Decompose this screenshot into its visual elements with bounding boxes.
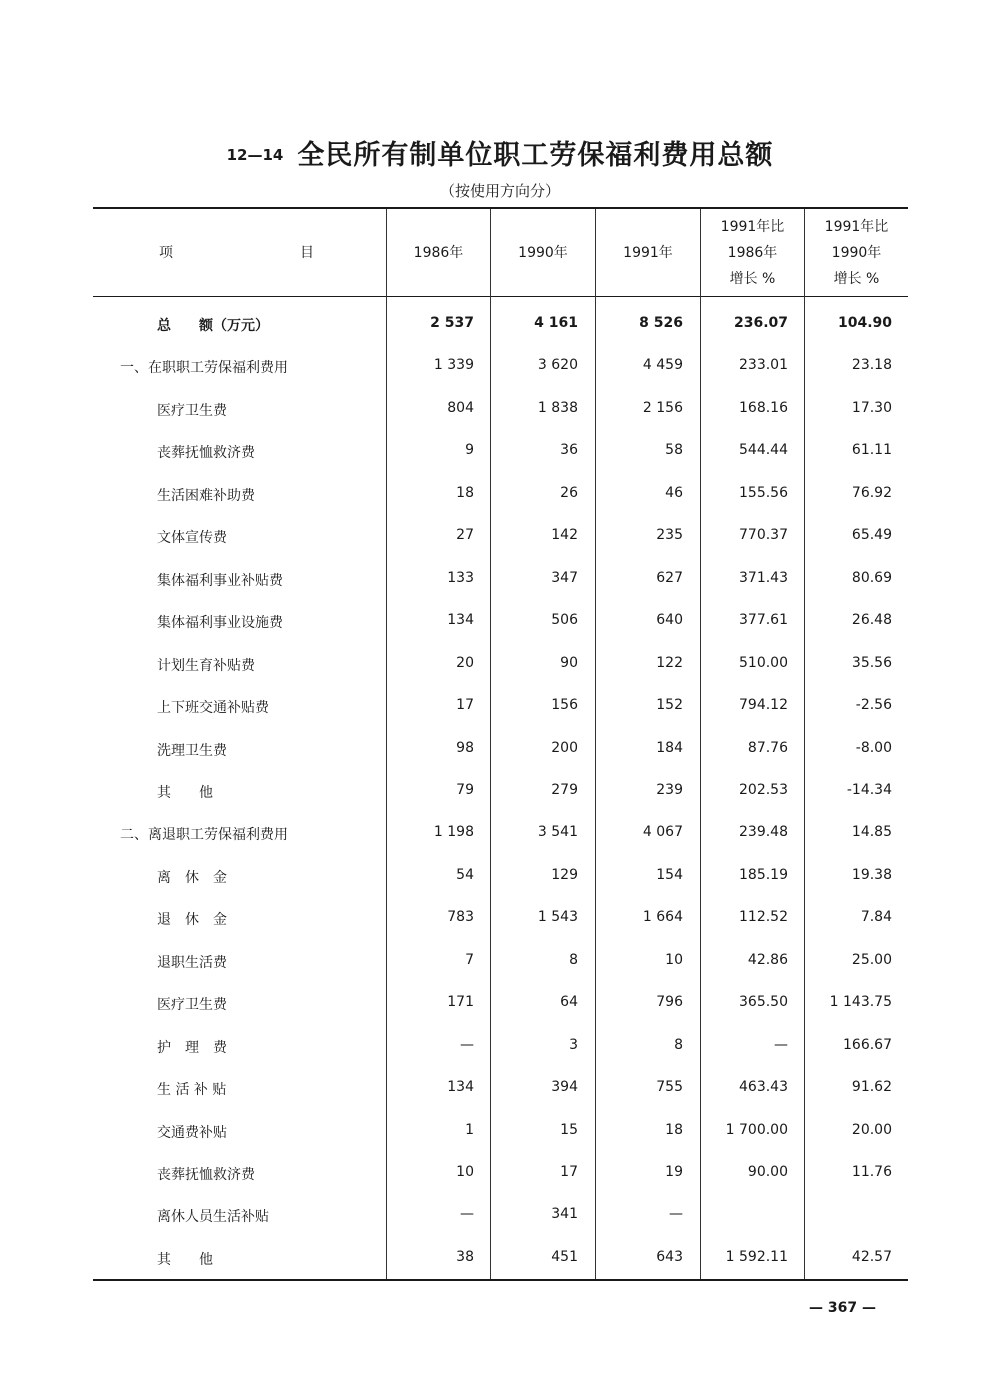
header-growth-line: 增长 % <box>833 271 880 287</box>
row-label: 其 他 <box>157 785 213 801</box>
cell-value: 239.48 <box>739 824 788 840</box>
row-label: 上下班交通补贴费 <box>157 700 269 716</box>
cell-value: 804 <box>447 400 474 416</box>
header-growth-vs-1986 <box>701 212 804 294</box>
cell-value: 3 <box>569 1037 578 1053</box>
table-row <box>93 649 908 679</box>
header-growth-line: 1991年比 <box>824 219 889 235</box>
table-row <box>93 988 908 1018</box>
table-row <box>93 903 908 933</box>
cell-value: 643 <box>656 1249 683 1265</box>
cell-value: 365.50 <box>739 994 788 1010</box>
cell-value: 18 <box>665 1122 683 1138</box>
cell-value: 76.92 <box>851 485 892 501</box>
cell-value: 1 838 <box>537 400 578 416</box>
cell-value: 640 <box>656 612 683 628</box>
row-label: 医疗卫生费 <box>157 997 227 1013</box>
cell-value: 10 <box>665 952 683 968</box>
cell-value: 1 143.75 <box>829 994 892 1010</box>
header-1986: 1986年 <box>413 245 464 261</box>
cell-value: 104.90 <box>837 315 892 331</box>
cell-value: 1 592.11 <box>725 1249 788 1265</box>
cell-value: 770.37 <box>739 527 788 543</box>
cell-value: 377.61 <box>739 612 788 628</box>
cell-value: 152 <box>656 697 683 713</box>
cell-value: 1 664 <box>642 909 683 925</box>
cell-value: 20 <box>456 655 474 671</box>
table-row <box>93 521 908 551</box>
cell-value: 154 <box>656 867 683 883</box>
cell-value: 122 <box>656 655 683 671</box>
table-row <box>93 351 908 381</box>
table-row <box>93 861 908 891</box>
cell-value: -2.56 <box>855 697 892 713</box>
top-rule <box>93 207 908 209</box>
table-row <box>93 309 908 339</box>
cell-value: 7.84 <box>860 909 892 925</box>
row-label: 交通费补贴 <box>157 1125 227 1141</box>
cell-value: 168.16 <box>739 400 788 416</box>
cell-value: 4 067 <box>642 824 683 840</box>
cell-value: 796 <box>656 994 683 1010</box>
cell-value: 134 <box>447 612 474 628</box>
cell-value: 27 <box>456 527 474 543</box>
table-row <box>93 1200 908 1230</box>
cell-value: 156 <box>551 697 578 713</box>
bottom-rule <box>93 1279 908 1281</box>
table-row <box>93 776 908 806</box>
page-number: — 367 — <box>809 1300 876 1316</box>
cell-value: 1 198 <box>433 824 474 840</box>
cell-value: 26 <box>560 485 578 501</box>
cell-value: 80.69 <box>851 570 892 586</box>
table-row <box>93 1116 908 1146</box>
cell-value: 129 <box>551 867 578 883</box>
cell-value: 90.00 <box>747 1164 788 1180</box>
cell-value: 510.00 <box>739 655 788 671</box>
cell-value: 17 <box>560 1164 578 1180</box>
row-label: 退 休 金 <box>157 912 227 928</box>
row-label: 丧葬抚恤救济费 <box>157 445 255 461</box>
cell-value: 7 <box>465 952 474 968</box>
cell-value: -8.00 <box>855 740 892 756</box>
header-growth-line: 增长 % <box>729 271 776 287</box>
header-growth-line: 1991年比 <box>720 219 785 235</box>
table-row <box>93 1031 908 1061</box>
header-rule <box>93 296 908 297</box>
cell-value: 64 <box>560 994 578 1010</box>
cell-value: 19.38 <box>851 867 892 883</box>
cell-value: 19 <box>665 1164 683 1180</box>
row-label: 离 休 金 <box>157 870 227 886</box>
cell-value: 184 <box>656 740 683 756</box>
row-label: 其 他 <box>157 1252 213 1268</box>
row-label: 护 理 费 <box>157 1040 227 1056</box>
cell-value: 11.76 <box>851 1164 892 1180</box>
header-growth-vs-1990 <box>805 212 908 294</box>
table-row <box>93 479 908 509</box>
cell-value: 61.11 <box>851 442 892 458</box>
cell-value: 38 <box>456 1249 474 1265</box>
row-label: 计划生育补贴费 <box>157 658 255 674</box>
cell-value: 166.67 <box>843 1037 892 1053</box>
cell-value: — <box>669 1206 683 1222</box>
cell-value: 200 <box>551 740 578 756</box>
cell-value: 185.19 <box>739 867 788 883</box>
cell-value: 46 <box>665 485 683 501</box>
cell-value: 98 <box>456 740 474 756</box>
row-label: 集体福利事业设施费 <box>157 615 283 631</box>
cell-value: 90 <box>560 655 578 671</box>
cell-value: 42.86 <box>747 952 788 968</box>
cell-value: 9 <box>465 442 474 458</box>
cell-value: — <box>774 1037 788 1053</box>
table-row <box>93 436 908 466</box>
row-label: 丧葬抚恤救济费 <box>157 1167 255 1183</box>
cell-value: 279 <box>551 782 578 798</box>
cell-value: 25.00 <box>851 952 892 968</box>
cell-value: 1 543 <box>537 909 578 925</box>
cell-value: 133 <box>447 570 474 586</box>
table-row <box>93 691 908 721</box>
cell-value: 79 <box>456 782 474 798</box>
table-subtitle: （按使用方向分） <box>439 182 560 200</box>
row-label: 集体福利事业补贴费 <box>157 573 283 589</box>
cell-value: 235 <box>656 527 683 543</box>
row-label: 退职生活费 <box>157 955 227 971</box>
cell-value: 544.44 <box>739 442 788 458</box>
table-row <box>93 394 908 424</box>
cell-value: — <box>460 1206 474 1222</box>
cell-value: 8 526 <box>639 315 683 331</box>
cell-value: 3 541 <box>537 824 578 840</box>
cell-value: 91.62 <box>851 1079 892 1095</box>
row-label: 二、离退职工劳保福利费用 <box>120 827 288 843</box>
cell-value: 1 339 <box>433 357 474 373</box>
table-row <box>93 606 908 636</box>
cell-value: 233.01 <box>739 357 788 373</box>
cell-value: 506 <box>551 612 578 628</box>
cell-value: 23.18 <box>851 357 892 373</box>
table-row <box>93 1158 908 1188</box>
cell-value: 2 156 <box>642 400 683 416</box>
cell-value: -14.34 <box>846 782 892 798</box>
cell-value: 783 <box>447 909 474 925</box>
table-row <box>93 818 908 848</box>
header-item-left: 项 <box>159 245 173 261</box>
cell-value: 112.52 <box>739 909 788 925</box>
header-growth-line: 1986年 <box>727 245 778 261</box>
cell-value: 134 <box>447 1079 474 1095</box>
page-title <box>0 133 1000 172</box>
cell-value: 42.57 <box>851 1249 892 1265</box>
cell-value: 87.76 <box>747 740 788 756</box>
cell-value: 14.85 <box>851 824 892 840</box>
cell-value: 394 <box>551 1079 578 1095</box>
table-row <box>93 564 908 594</box>
row-label: 一、在职职工劳保福利费用 <box>120 360 288 376</box>
cell-value: 4 161 <box>534 315 578 331</box>
cell-value: 341 <box>551 1206 578 1222</box>
cell-value: 1 700.00 <box>725 1122 788 1138</box>
cell-value: 10 <box>456 1164 474 1180</box>
cell-value: 463.43 <box>739 1079 788 1095</box>
cell-value: 155.56 <box>739 485 788 501</box>
cell-value: 36 <box>560 442 578 458</box>
cell-value: 202.53 <box>739 782 788 798</box>
header-growth-line: 1990年 <box>831 245 882 261</box>
row-label: 总 额（万元） <box>157 318 269 334</box>
cell-value: 2 537 <box>430 315 474 331</box>
cell-value: 4 459 <box>642 357 683 373</box>
row-label: 文体宣传费 <box>157 530 227 546</box>
cell-value: 17 <box>456 697 474 713</box>
cell-value: 347 <box>551 570 578 586</box>
cell-value: 8 <box>569 952 578 968</box>
row-label: 生活困难补助费 <box>157 488 255 504</box>
row-label: 医疗卫生费 <box>157 403 227 419</box>
cell-value: 451 <box>551 1249 578 1265</box>
header-1991: 1991年 <box>623 245 673 261</box>
cell-value: 15 <box>560 1122 578 1138</box>
cell-value: 627 <box>656 570 683 586</box>
cell-value: 239 <box>656 782 683 798</box>
cell-value: 26.48 <box>851 612 892 628</box>
row-label: 生 活 补 贴 <box>157 1082 227 1098</box>
cell-value: 18 <box>456 485 474 501</box>
header-item <box>93 212 386 294</box>
header-1990: 1990年 <box>518 245 568 261</box>
table-title: 全民所有制单位职工劳保福利费用总额 <box>297 140 774 171</box>
table-number: 12—14 <box>226 146 284 164</box>
cell-value: 35.56 <box>851 655 892 671</box>
cell-value: 236.07 <box>733 315 788 331</box>
cell-value: 54 <box>456 867 474 883</box>
table-row <box>93 1243 908 1273</box>
cell-value: — <box>460 1037 474 1053</box>
cell-value: 65.49 <box>851 527 892 543</box>
cell-value: 371.43 <box>739 570 788 586</box>
cell-value: 794.12 <box>739 697 788 713</box>
cell-value: 1 <box>465 1122 474 1138</box>
cell-value: 17.30 <box>851 400 892 416</box>
cell-value: 755 <box>656 1079 683 1095</box>
row-label: 洗理卫生费 <box>157 743 227 759</box>
cell-value: 3 620 <box>537 357 578 373</box>
cell-value: 20.00 <box>851 1122 892 1138</box>
cell-value: 58 <box>665 442 683 458</box>
table-row <box>93 734 908 764</box>
cell-value: 171 <box>447 994 474 1010</box>
table-row <box>93 946 908 976</box>
cell-value: 142 <box>551 527 578 543</box>
header-item-right: 目 <box>300 245 314 261</box>
cell-value: 8 <box>674 1037 683 1053</box>
table-row <box>93 1073 908 1103</box>
row-label: 离休人员生活补贴 <box>157 1209 269 1225</box>
